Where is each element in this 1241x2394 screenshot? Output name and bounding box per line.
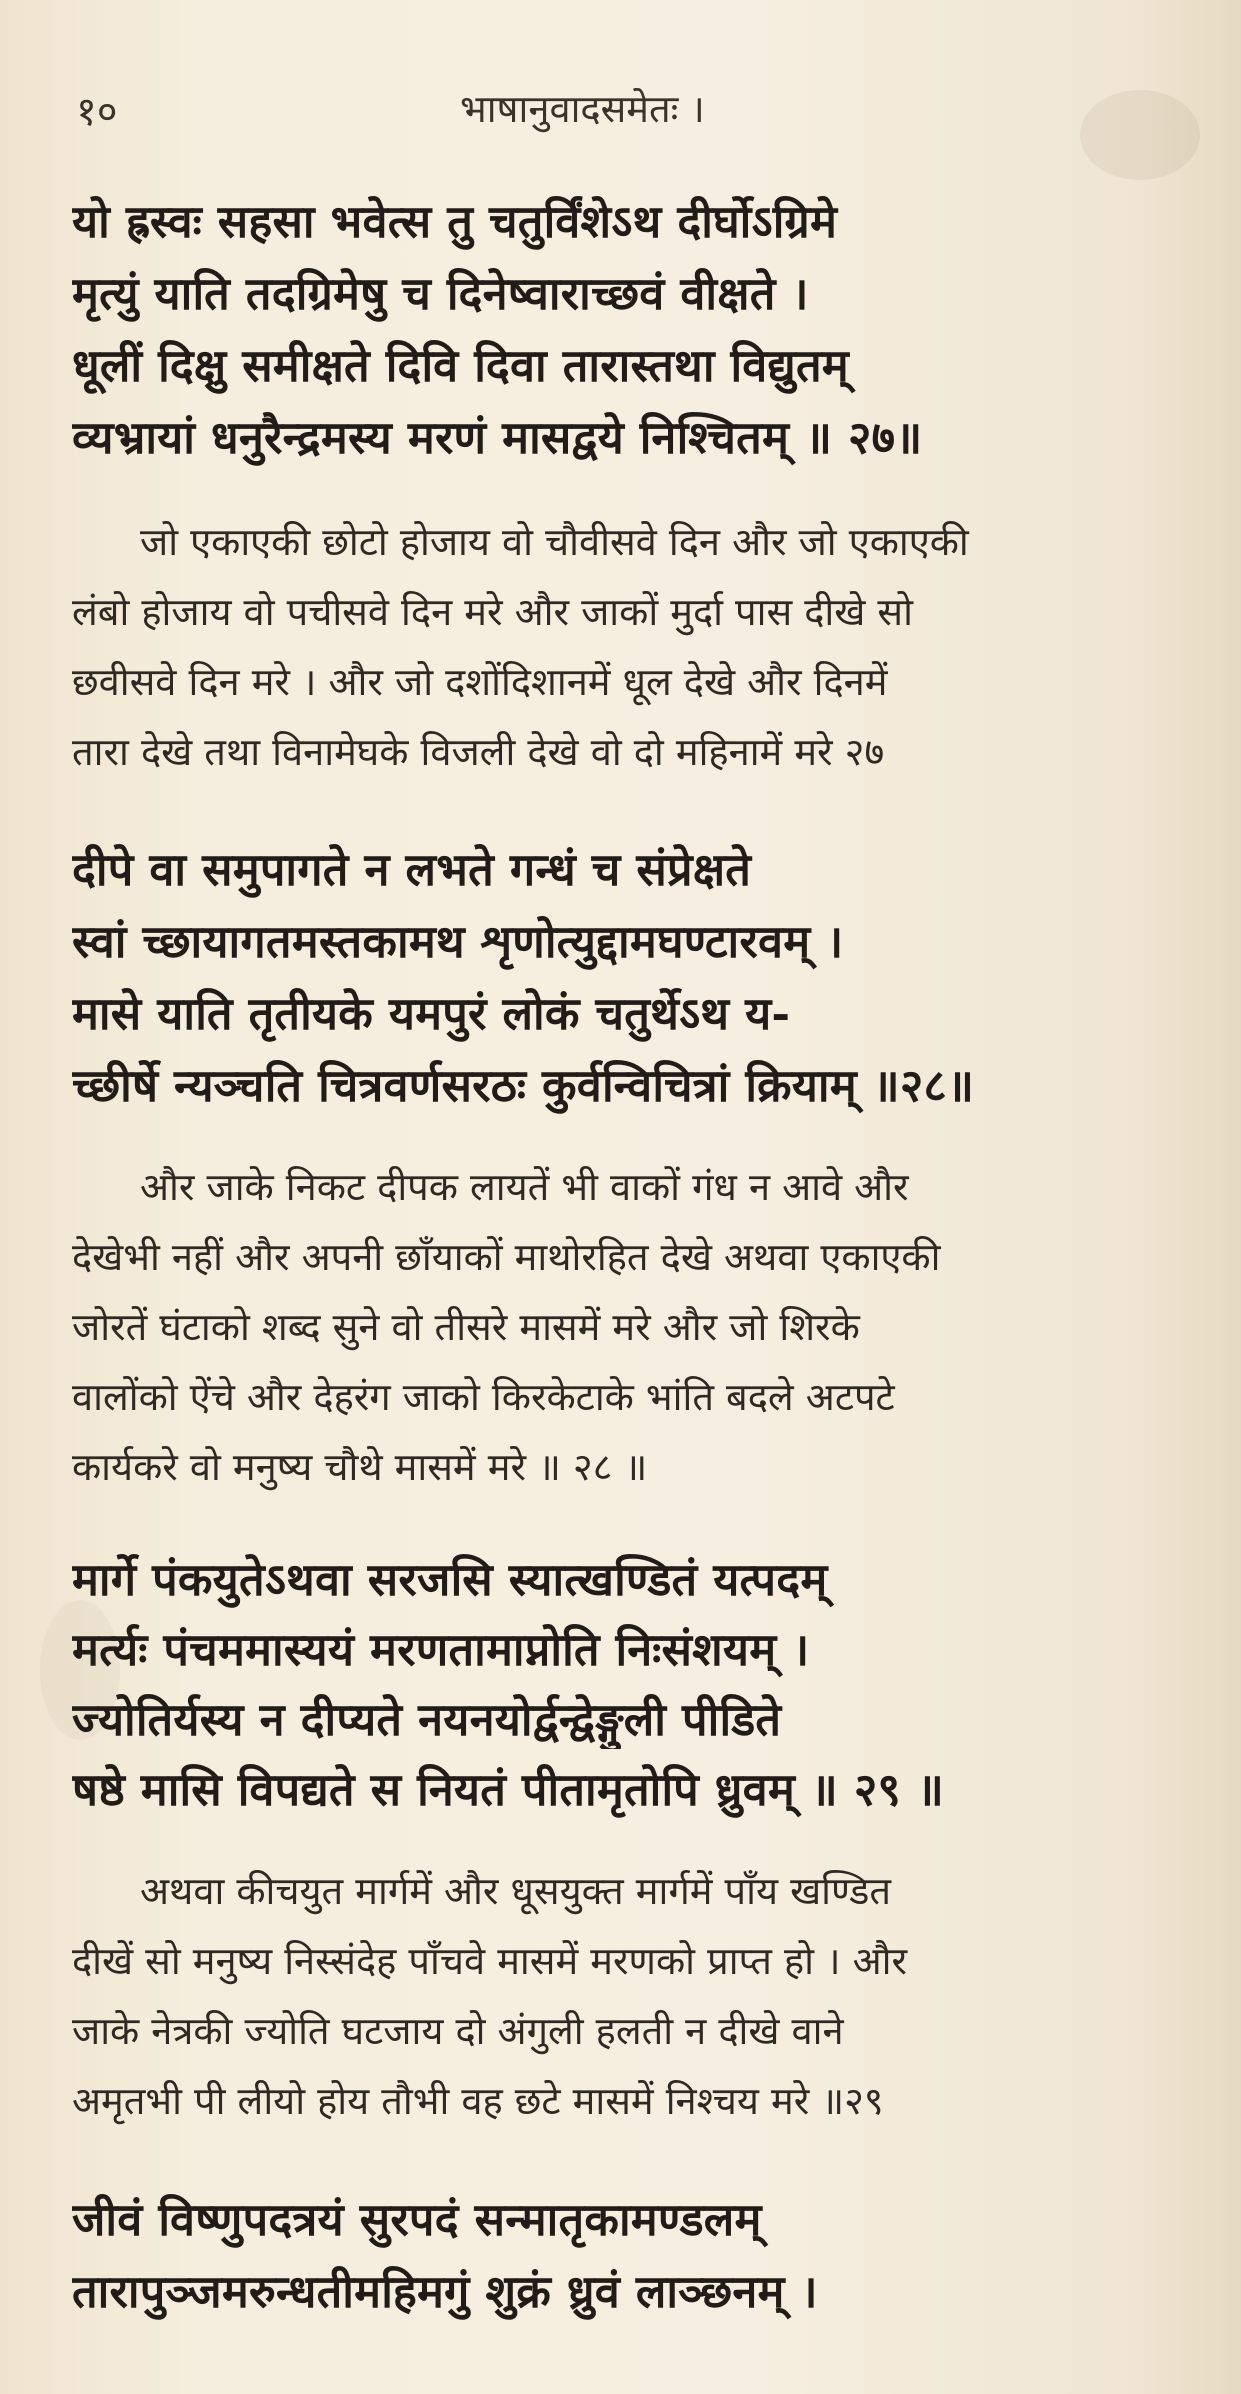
running-title: भाषानुवादसमेतः । — [460, 87, 705, 131]
verse-line: च्छीर्षे न्यञ्चति चित्रवर्णसरठः कुर्वन्विचित्रां क्रियाम् ॥२८॥ — [72, 1059, 975, 1112]
verse-line: ज्योतिर्यस्य न दीप्यते नयनयोर्द्वन्द्वेङ्गुली पीडिते — [72, 1693, 782, 1746]
verse-line: मृत्युं याति तदग्रिमेषु च दिनेष्वाराच्छवं वीक्षते । — [72, 267, 809, 320]
verse-line: तारापुञ्जमरुन्धतीमहिमगुं शुक्रं ध्रुवं लाञ्छनम् । — [72, 2265, 818, 2318]
translation-line: और जाके निकट दीपक लायतें भी वाकों गंध न आवे और — [140, 1165, 909, 1209]
translation-line: लंबो होजाय वो पचीसवे दिन मरे और जाकों मुर्दा पास दीखे सो — [72, 590, 913, 634]
translation-line: दीखें सो मनुष्य निस्संदेह पाँचवे मासमें मरणको प्राप्त हो । और — [72, 1939, 908, 1983]
verse-line: धूलीं दिक्षु समीक्षते दिवि दिवा तारास्तथा विद्युतम् — [72, 339, 849, 392]
page-header — [0, 82, 1241, 142]
translation-line: जोरतें घंटाको शब्द सुने वो तीसरे मासमें मरे और जो शिरके — [72, 1305, 860, 1349]
verse-line: मर्त्यः पंचममास्ययं मरणतामाप्नोति निःसंशयम् । — [72, 1623, 810, 1676]
verse-line: मासे याति तृतीयके यमपुरं लोकं चतुर्थेऽथ य- — [72, 987, 791, 1040]
verse-line: यो ह्रस्वः सहसा भवेत्स तु चतुर्विंशेऽथ दीर्घोऽग्रिमे — [72, 195, 838, 248]
translation-line: छवीसवे दिन मरे । और जो दशोंदिशानमें धूल देखे और दिनमें — [72, 660, 888, 704]
translation-line: जाके नेत्रकी ज्योति घटजाय दो अंगुली हलती न दीखे वाने — [72, 2009, 844, 2053]
translation-line: देखेभी नहीं और अपनी छाँयाकों माथोरहित देखे अथवा एकाएकी — [72, 1235, 941, 1279]
verse-line: जीवं विष्णुपदत्रयं सुरपदं सन्मातृकामण्डलम् — [72, 2193, 762, 2246]
translation-line: कार्यकरे वो मनुष्य चौथे मासमें मरे ॥ २८ ॥ — [72, 1445, 648, 1489]
page-number: १० — [76, 89, 118, 135]
translation-line: तारा देखे तथा विनामेघके विजली देखे वो दो महिनामें मरे २७ — [72, 730, 885, 774]
translation-line: अथवा कीचयुत मार्गमें और धूसयुक्त मार्गमें पाँय खण्डित — [140, 1869, 892, 1913]
translation-line: वालोंको ऐंचे और देहरंग जाको किरकेटाके भांति बदले अटपटे — [72, 1375, 895, 1419]
verse-line: षष्ठे मासि विपद्यते स नियतं पीतामृतोपि ध्रुवम् ॥ २९ ॥ — [72, 1763, 945, 1816]
verse-line: स्वां च्छायागतमस्तकामथ शृणोत्युद्दामघण्टारवम् । — [72, 915, 844, 968]
translation-line: जो एकाएकी छोटो होजाय वो चौवीसवे दिन और जो एकाएकी — [140, 520, 969, 564]
verse-line: मार्गे पंकयुतेऽथवा सरजसि स्यात्खण्डितं यत्पदम् — [72, 1553, 828, 1606]
translation-line: अमृतभी पी लीयो होय तौभी वह छटे मासमें निश्चय मरे ॥२९ — [72, 2079, 884, 2123]
verse-line: व्यभ्रायां धनुरैन्द्रमस्य मरणं मासद्वये निश्चितम् ॥ २७॥ — [72, 411, 923, 464]
verse-line: दीपे वा समुपागते न लभते गन्धं च संप्रेक्षते — [72, 843, 752, 896]
